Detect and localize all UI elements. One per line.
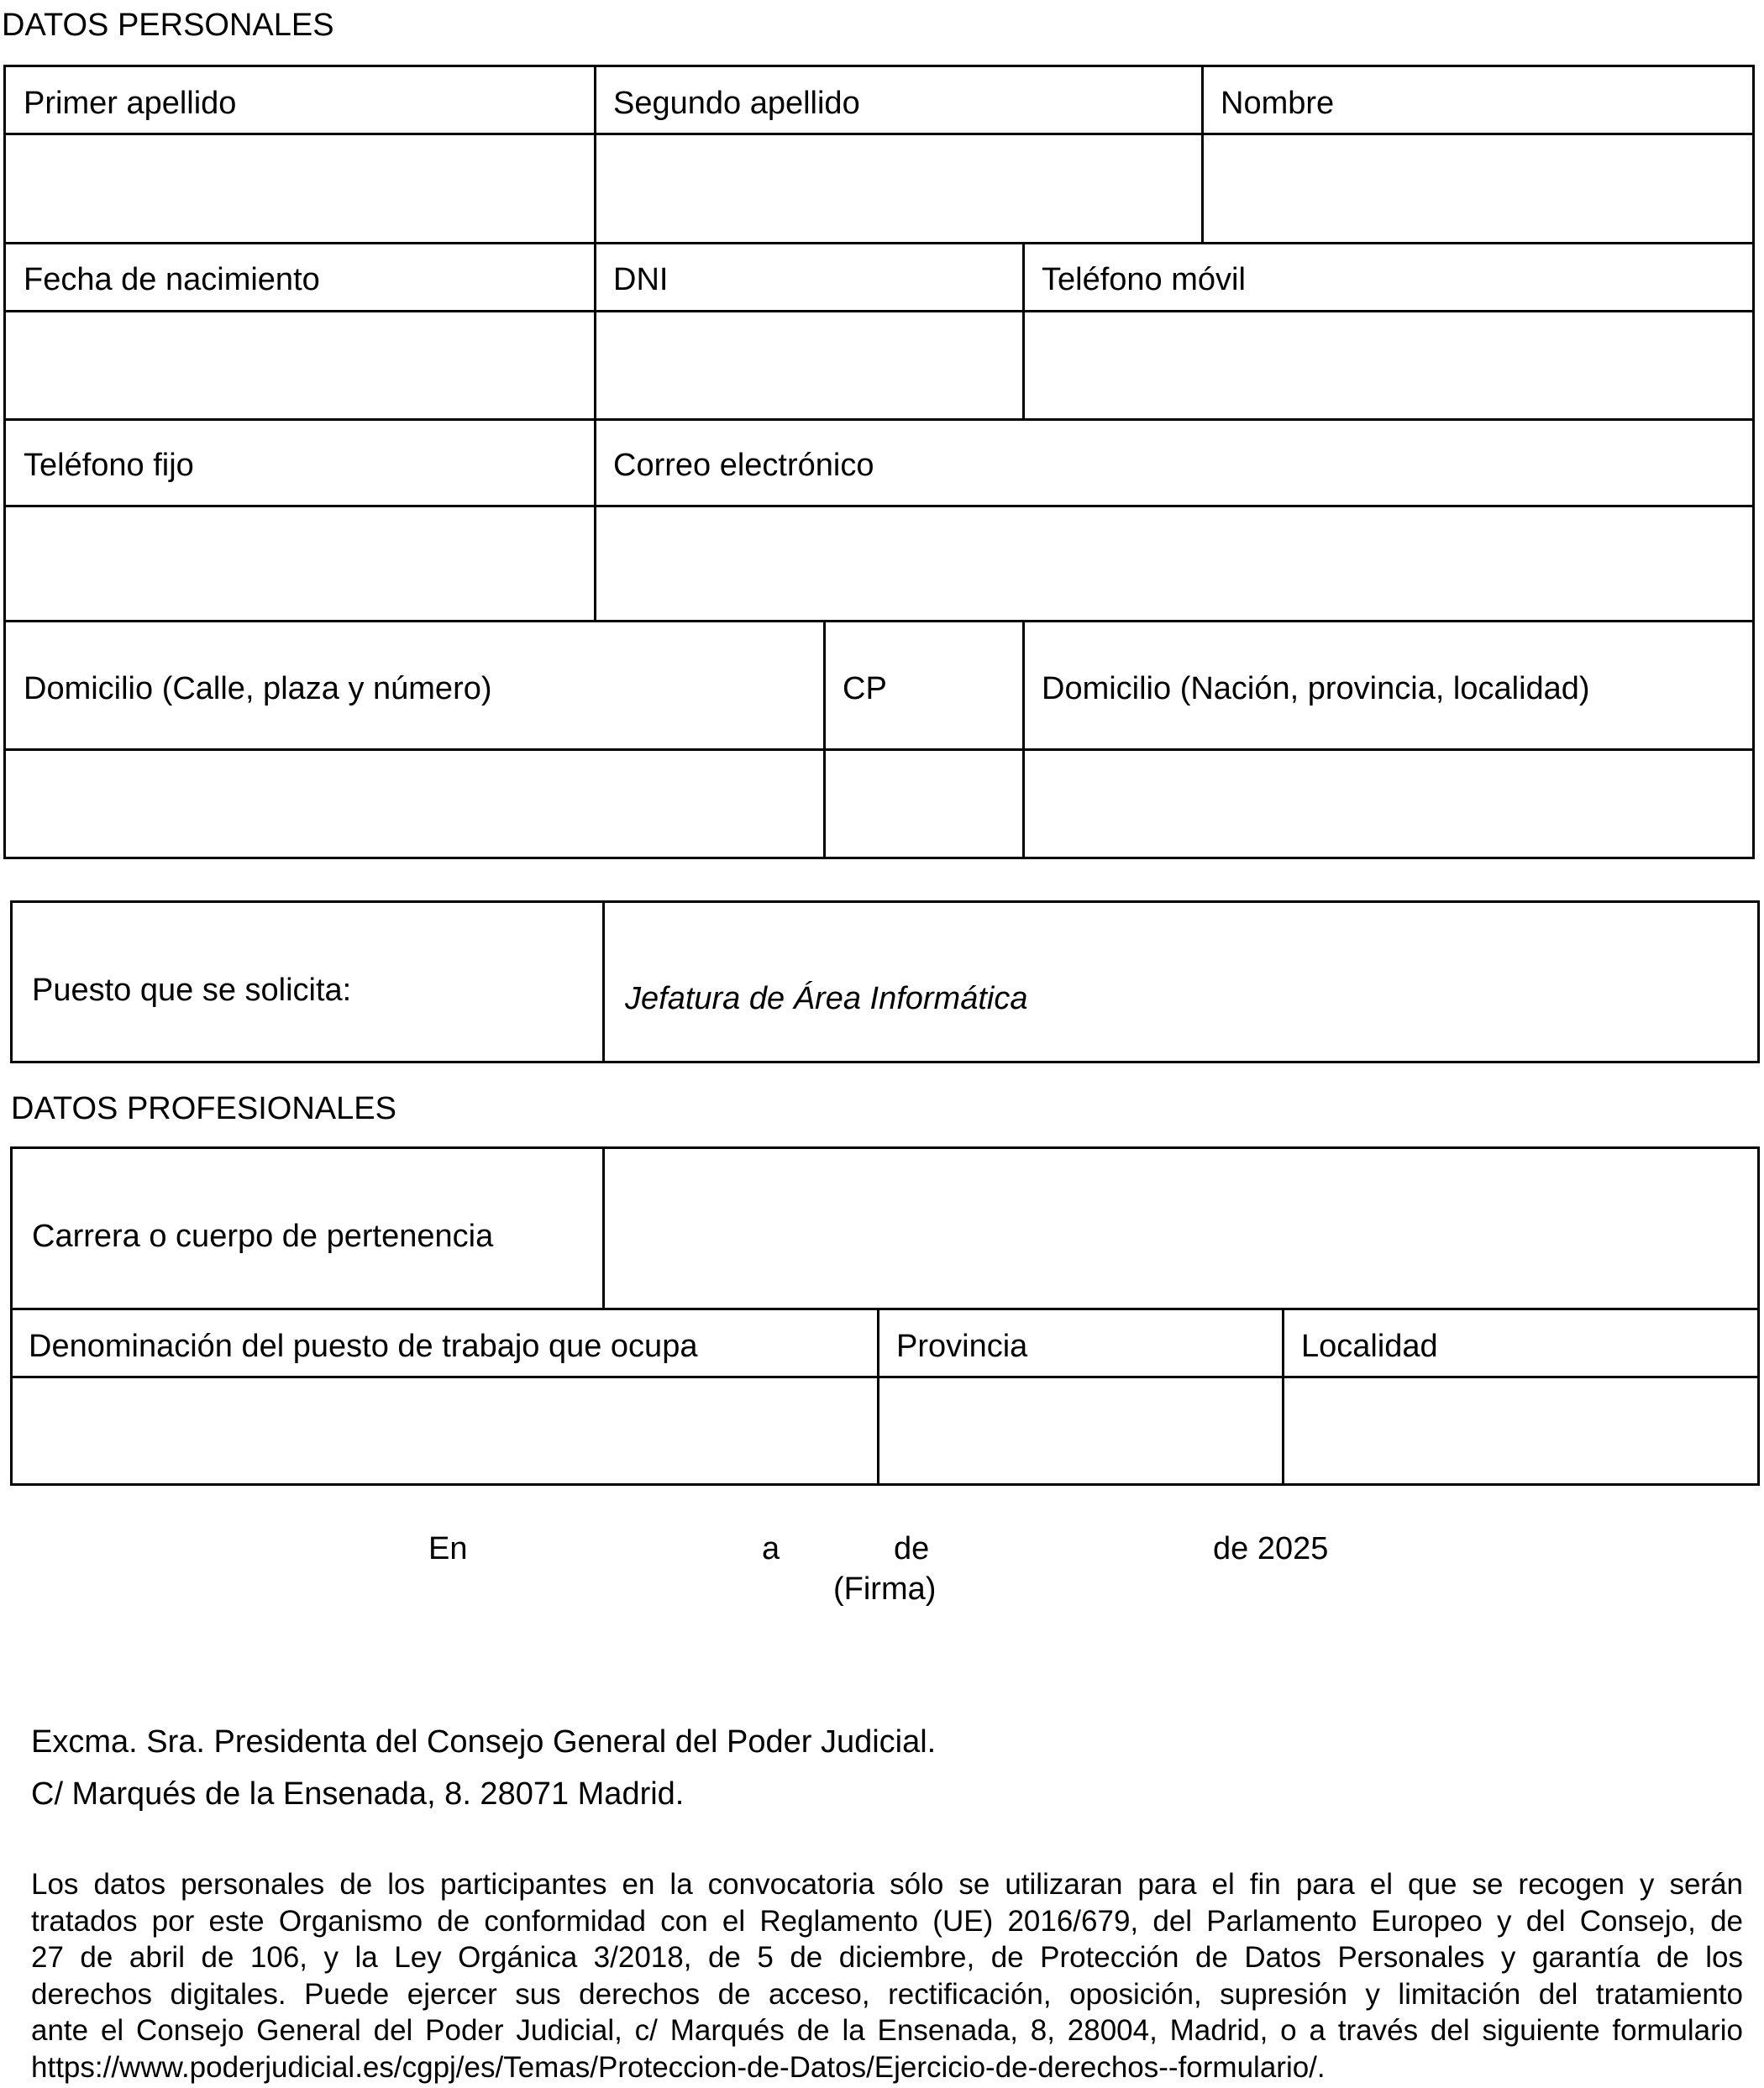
professional-table-border (10, 1146, 1760, 1486)
label-domicilio-calle: Domicilio (Calle, plaza y número) (24, 671, 492, 706)
privacy-notice-line: tratados por este Organismo de conformidad con el Reglamento (UE) 2016/679, del Parlamento Europeo y del Consejo, de (31, 1904, 1743, 1938)
label-carrera: Carrera o cuerpo de pertenencia (32, 1219, 494, 1254)
label-denominacion: Denominación del puesto de trabajo que ocupa (29, 1329, 698, 1364)
label-fecha-nacimiento: Fecha de nacimiento (24, 262, 320, 297)
label-dni: DNI (613, 262, 669, 297)
label-correo: Correo electrónico (613, 448, 874, 483)
label-localidad: Localidad (1301, 1329, 1438, 1364)
privacy-notice-line: derechos digitales. Puede ejercer sus derechos de acceso, rectificación, oposición, supresión y limitación del tratamiento (31, 1977, 1743, 2011)
privacy-notice-url[interactable]: https://www.poderjudicial.es/cgpj/es/Temas/Proteccion-de-Datos/Ejercicio-de-derechos--formulario/. (31, 2050, 1326, 2084)
privacy-notice-line: ante el Consejo General del Poder Judicial, c/ Marqués de la Ensenada, 8, 28004, Madrid, o a través del siguiente formulario (31, 2014, 1743, 2047)
label-telefono-fijo: Teléfono fijo (24, 448, 194, 483)
puesto-value: Jefatura de Área Informática (625, 981, 1028, 1016)
personal-table-border (3, 65, 1755, 859)
section-title-professional: DATOS PROFESIONALES (11, 1091, 396, 1126)
label-domicilio-nacion: Domicilio (Nación, provincia, localidad) (1042, 671, 1590, 706)
privacy-notice-line: Los datos personales de los participantes en la convocatoria sólo se utilizaran para el fin para el que se recogen y serán (31, 1868, 1743, 1901)
label-cp: CP (843, 671, 887, 706)
label-provincia: Provincia (896, 1329, 1028, 1364)
label-primer-apellido: Primer apellido (24, 86, 237, 121)
date-en-label: En (428, 1531, 468, 1566)
addressee-line-2: C/ Marqués de la Ensenada, 8. 28071 Madrid. (31, 1776, 685, 1812)
section-title-personal: DATOS PERSONALES (2, 8, 334, 43)
firma-label: (Firma) (833, 1571, 937, 1607)
label-nombre: Nombre (1221, 86, 1335, 121)
privacy-notice-line: 27 de abril de 106, y la Ley Orgánica 3/2018, de 5 de diciembre, de Protección de Datos Personales y garantía de los (31, 1941, 1743, 1974)
date-year-label: de 2025 (1213, 1531, 1329, 1566)
date-de-label: de (894, 1531, 930, 1566)
addressee-line-1: Excma. Sra. Presidenta del Consejo General del Poder Judicial. (31, 1724, 937, 1760)
label-telefono-movil: Teléfono móvil (1042, 262, 1246, 297)
privacy-notice (31, 1866, 1743, 2085)
date-a-label: a (762, 1531, 780, 1566)
label-puesto: Puesto que se solicita: (32, 973, 352, 1008)
label-segundo-apellido: Segundo apellido (613, 86, 860, 121)
